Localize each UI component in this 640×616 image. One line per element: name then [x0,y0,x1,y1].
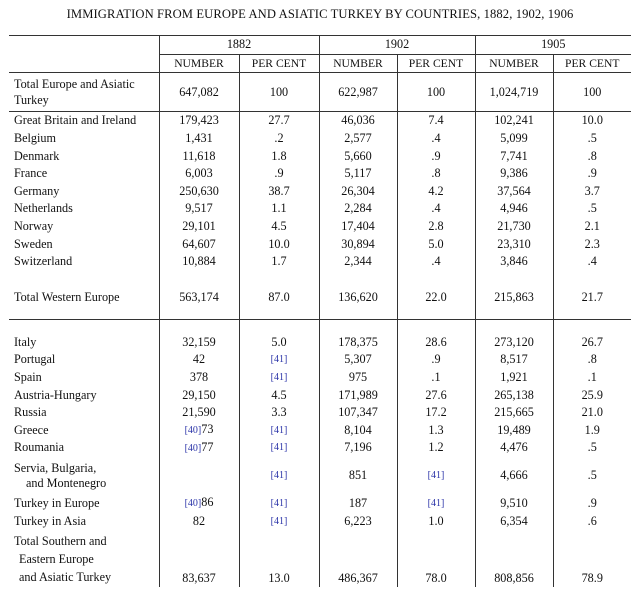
table-row [9,457,631,495]
cell: 1.7 [239,253,319,271]
cell: .5 [553,457,631,495]
cell [159,439,239,457]
cell: 78.9 [553,530,631,587]
cell-value: 77 [201,439,214,454]
table-row [9,404,631,422]
cell: .8 [553,351,631,369]
col-percent: PER CENT [397,54,475,73]
footnote-link[interactable]: [41] [397,457,475,495]
cell: 6,223 [319,512,397,530]
cell: 10.0 [239,235,319,253]
cell: 21.0 [553,404,631,422]
cell: 6,003 [159,165,239,183]
cell: 21,590 [159,404,239,422]
cell: 29,150 [159,386,239,404]
cell: .2 [239,130,319,148]
cell: .4 [397,200,475,218]
cell: 3.3 [239,404,319,422]
cell: 563,174 [159,271,239,305]
cell: 37,564 [475,183,553,201]
cell: 1.3 [397,422,475,440]
cell: 27.6 [397,386,475,404]
row-label: Greece [14,422,49,437]
row-label: Belgium [14,131,56,146]
cell: 187 [319,495,397,513]
cell: 19,489 [475,422,553,440]
table-row [9,495,631,513]
cell: 107,347 [319,404,397,422]
cell: .9 [553,495,631,513]
footnote-link[interactable]: [41] [239,369,319,387]
cell: .4 [553,253,631,271]
cell: .4 [397,130,475,148]
row-label [9,457,159,495]
table-row [9,112,631,130]
row-label: Turkey in Asia [14,513,87,528]
cell: 100 [553,73,631,112]
cell: .9 [553,165,631,183]
table-row [9,369,631,387]
footnote-link[interactable]: [41] [239,351,319,369]
immigration-table [9,35,631,587]
cell: 78.0 [397,530,475,587]
cell: 28.6 [397,334,475,352]
cell: 5,117 [319,165,397,183]
cell: 2,284 [319,200,397,218]
row-label: France [14,166,48,181]
footnote-link[interactable]: [41] [239,457,319,495]
cell: 2.1 [553,218,631,236]
cell: 17,404 [319,218,397,236]
cell: 273,120 [475,334,553,352]
cell: 265,138 [475,386,553,404]
cell: 1.1 [239,200,319,218]
cell: .9 [397,147,475,165]
table-row [9,386,631,404]
cell: 82 [159,512,239,530]
cell: .1 [397,369,475,387]
row-label: Italy [14,334,37,349]
col-percent: PER CENT [239,54,319,73]
cell: 3.7 [553,183,631,201]
cell-value: 86 [201,495,214,510]
cell: 136,620 [319,271,397,305]
cell: 83,637 [159,530,239,587]
table-row [9,351,631,369]
row-label-line: Total Southern and [14,533,107,548]
row-label-line: Eastern Europe [19,551,94,566]
table-row [9,512,631,530]
cell: 2,577 [319,130,397,148]
cell: 7.4 [397,112,475,130]
cell: 32,159 [159,334,239,352]
row-label: Total Europe and Asiatic Turkey [9,73,159,112]
row-label: Roumania [14,440,65,455]
column-header-row [9,54,631,73]
cell: 179,423 [159,112,239,130]
table-title: IMMIGRATION FROM EUROPE AND ASIATIC TURKEY BY COUNTRIES, 1882, 1902, 1906 [66,7,574,21]
table-row [9,200,631,218]
cell: .5 [553,200,631,218]
cell: 87.0 [239,271,319,305]
row-label: Austria-Hungary [14,387,97,402]
row-label [9,530,159,587]
cell: 23,310 [475,235,553,253]
table-row [9,334,631,352]
cell: .5 [553,439,631,457]
cell: 7,196 [319,439,397,457]
cell: 1,431 [159,130,239,148]
cell: 2.8 [397,218,475,236]
cell-value: 73 [201,422,214,437]
row-label: Germany [14,183,60,198]
cell: 21,730 [475,218,553,236]
cell: 9,386 [475,165,553,183]
row-label: Total Western Europe [14,289,120,304]
cell: 215,863 [475,271,553,305]
cell: 22.0 [397,271,475,305]
year-header-row [9,36,631,55]
cell: 6,354 [475,512,553,530]
cell: 9,517 [159,200,239,218]
table-row [9,530,631,587]
cell: 647,082 [159,73,239,112]
table-row [9,422,631,440]
col-number: NUMBER [475,54,553,73]
cell [159,495,239,513]
row-label-line: Servia, Bulgaria, [14,460,97,475]
footnote-link[interactable]: [41] [239,422,319,440]
cell: 25.9 [553,386,631,404]
cell: 178,375 [319,334,397,352]
row-label: Sweden [14,236,53,251]
cell: 7,741 [475,147,553,165]
col-number: NUMBER [159,54,239,73]
cell: 215,665 [475,404,553,422]
table-row [9,183,631,201]
cell: 4.5 [239,386,319,404]
cell: 29,101 [159,218,239,236]
spacer-row [9,319,631,334]
row-label: Spain [14,370,42,385]
cell: .9 [397,351,475,369]
footnote-link[interactable]: [41] [397,495,475,513]
table-row [9,253,631,271]
row-label: Denmark [14,148,60,163]
cell: 5.0 [397,235,475,253]
cell: 1.9 [553,422,631,440]
spacer-row [9,305,631,320]
table-row [9,271,631,305]
cell: 5.0 [239,334,319,352]
cell: 851 [319,457,397,495]
cell: 9,510 [475,495,553,513]
cell: 64,607 [159,235,239,253]
cell: .8 [553,147,631,165]
cell: 250,630 [159,183,239,201]
footnote-link[interactable]: [41] [239,439,319,457]
year-1905: 1905 [475,36,631,55]
cell: 2.3 [553,235,631,253]
cell: 3,846 [475,253,553,271]
row-label: Norway [14,219,54,234]
cell: 4,476 [475,439,553,457]
cell: 8,104 [319,422,397,440]
cell: 100 [397,73,475,112]
cell [159,422,239,440]
cell: 102,241 [475,112,553,130]
cell: .4 [397,253,475,271]
cell: 1,921 [475,369,553,387]
cell: .9 [239,165,319,183]
cell: 5,660 [319,147,397,165]
row-label-line: and Montenegro [26,475,107,490]
table-row [9,218,631,236]
footnote-link[interactable]: [41] [239,495,319,513]
cell: 1,024,719 [475,73,553,112]
table-row [9,130,631,148]
col-number: NUMBER [319,54,397,73]
cell: 8,517 [475,351,553,369]
cell: 10.0 [553,112,631,130]
cell: 26,304 [319,183,397,201]
row-label: Netherlands [14,201,73,216]
footnote-link[interactable]: [41] [239,512,319,530]
cell: 17.2 [397,404,475,422]
cell: 21.7 [553,271,631,305]
cell: .8 [397,165,475,183]
cell: 171,989 [319,386,397,404]
cell: 13.0 [239,530,319,587]
table-row [9,165,631,183]
cell: 5,099 [475,130,553,148]
cell: .6 [553,512,631,530]
row-label-line: and Asiatic Turkey [19,569,112,584]
footnote-link[interactable]: [40] [184,442,202,454]
cell: 2,344 [319,253,397,271]
cell: 10,884 [159,253,239,271]
footnote-link[interactable]: [40] [184,425,202,437]
cell: 100 [239,73,319,112]
cell: 4,946 [475,200,553,218]
row-label: Switzerland [14,254,73,269]
cell: 1.8 [239,147,319,165]
table-row [9,73,631,112]
cell: 46,036 [319,112,397,130]
cell: .1 [553,369,631,387]
cell: 42 [159,351,239,369]
cell: 808,856 [475,530,553,587]
year-1882: 1882 [159,36,319,55]
row-label: Portugal [14,352,56,367]
cell: 11,618 [159,147,239,165]
cell: 622,987 [319,73,397,112]
cell: 38.7 [239,183,319,201]
cell: 27.7 [239,112,319,130]
cell: 5,307 [319,351,397,369]
cell: 4.2 [397,183,475,201]
row-label: Russia [14,405,47,420]
cell: 975 [319,369,397,387]
cell: 1.0 [397,512,475,530]
cell: 1.2 [397,439,475,457]
cell: 30,894 [319,235,397,253]
cell: 4.5 [239,218,319,236]
cell: 4,666 [475,457,553,495]
footnote-link[interactable]: [40] [184,498,202,510]
year-1902: 1902 [319,36,475,55]
table-row [9,439,631,457]
row-label: Turkey in Europe [14,495,100,510]
cell: 486,367 [319,530,397,587]
cell: 26.7 [553,334,631,352]
cell [159,457,239,495]
table-row [9,147,631,165]
table-row [9,235,631,253]
col-percent: PER CENT [553,54,631,73]
cell: 378 [159,369,239,387]
row-label: Great Britain and Ireland [14,113,137,128]
cell: .5 [553,130,631,148]
